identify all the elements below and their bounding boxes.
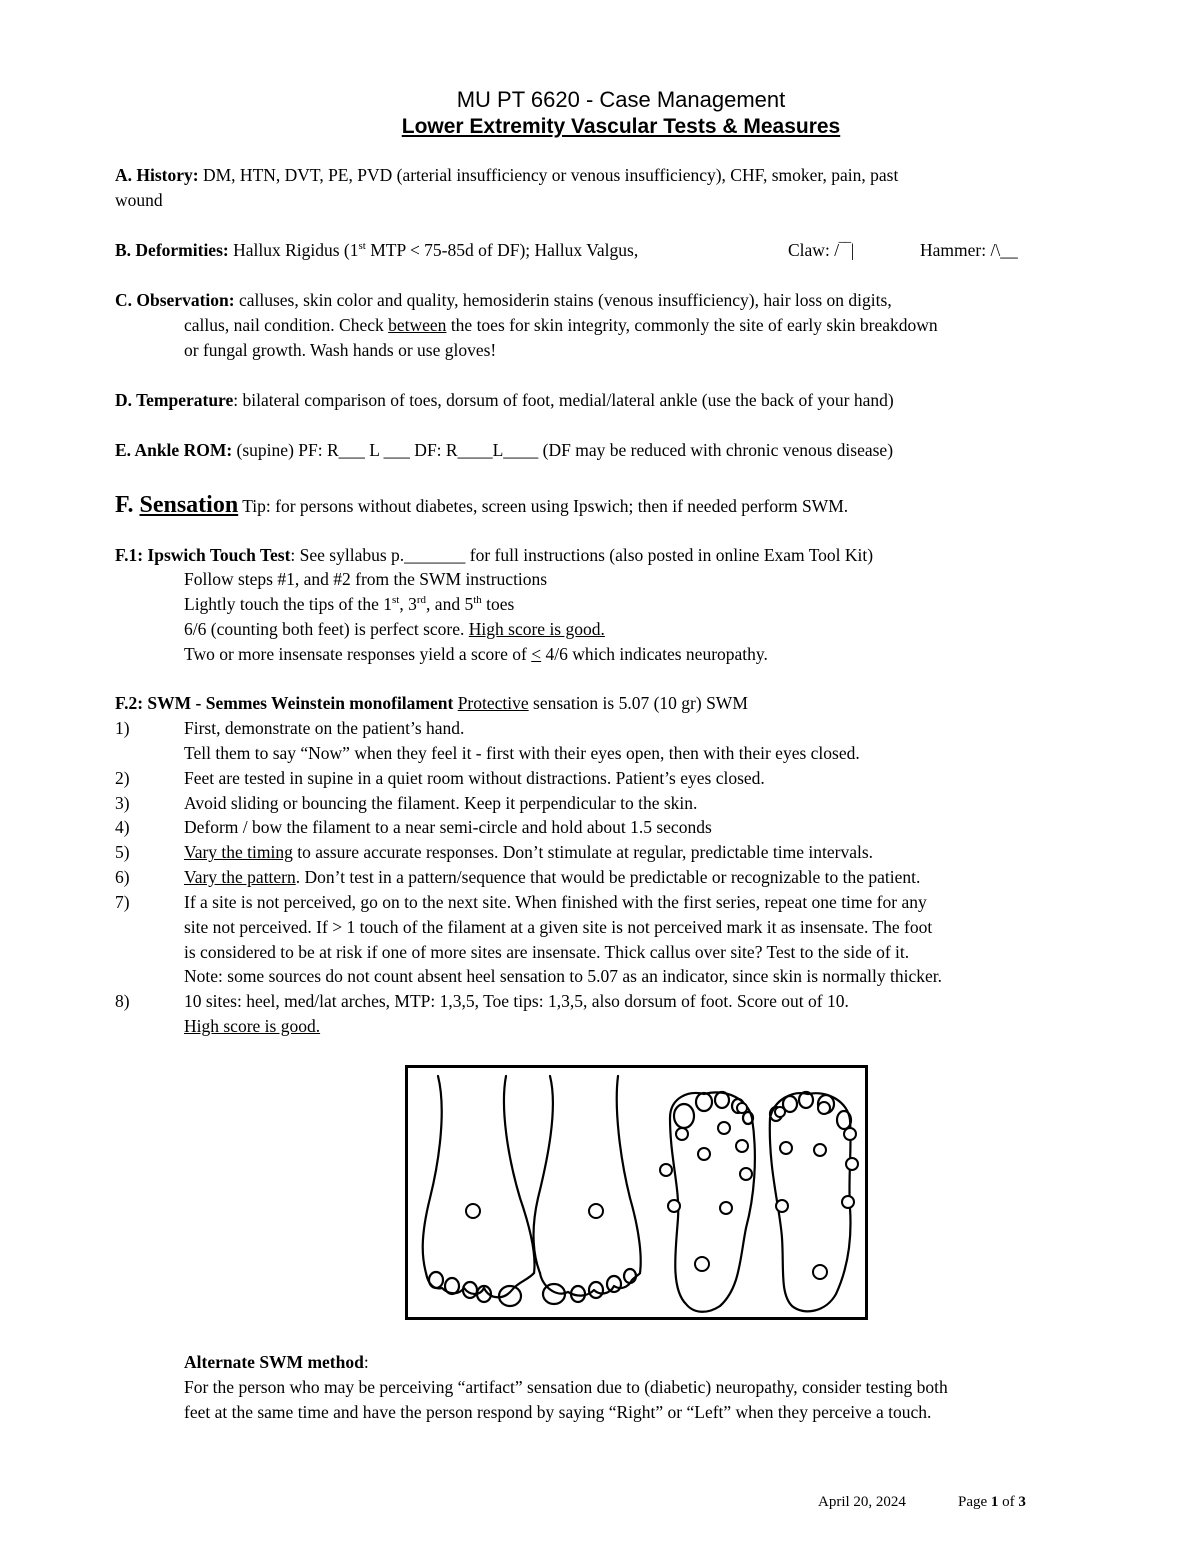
section-e: E. Ankle ROM: (supine) PF: R___ L ___ DF: R____L____ (DF may be reduced with chronic venous disease) (115, 440, 894, 460)
test-site-marker (737, 1103, 747, 1113)
f1-heading: F.1: Ipswich Touch Test: See syllabus p._______ for full instructions (also posted in online Exam Tool Kit) (115, 545, 874, 565)
section-a-line1: A. History: DM, HTN, DVT, PE, PVD (arterial insufficiency or venous insufficiency), CHF, smoker, pain, past (115, 165, 899, 185)
test-site-marker (844, 1128, 856, 1140)
f1-line2: Lightly touch the tips of the 1st, 3rd, and 5th toes (184, 594, 515, 614)
section-b-label: B. Deformities: (115, 240, 229, 260)
test-site-marker (466, 1204, 480, 1218)
alternate-line2: feet at the same time and have the person respond by saying “Right” or “Left” when they perceive a touch. (184, 1402, 932, 1422)
test-site-marker (818, 1102, 830, 1114)
claw-symbol: /‾‾| (834, 240, 855, 260)
section-f: F. Sensation Tip: for persons without diabetes, screen using Ipswich; then if needed perform SWM. (115, 492, 849, 518)
section-d-label: D. Temperature (115, 390, 234, 410)
test-site-marker (698, 1148, 710, 1160)
hammer-deformity: Hammer: /\__ (920, 240, 1018, 260)
f2-label: F.2: SWM - Semmes Weinstein monofilament (115, 693, 454, 713)
section-b: B. Deformities: Hallux Rigidus (1st MTP < 75-85d of DF); Hallux Valgus, (115, 240, 639, 260)
list-item: Tell them to say “Now” when they feel it - first with their eyes open, then with their eyes closed. (184, 742, 860, 763)
alternate-line1: For the person who may be perceiving “artifact” sensation due to (diabetic) neuropathy, consider testing both (184, 1377, 948, 1397)
hammer-symbol: /\__ (990, 240, 1018, 260)
section-c-line2: callus, nail condition. Check between the toes for skin integrity, commonly the site of early skin breakdown (184, 315, 938, 335)
test-site-marker (842, 1196, 854, 1208)
sensation-heading: Sensation (139, 492, 239, 518)
test-site-marker (775, 1107, 785, 1117)
list-item: site not perceived. If > 1 touch of the filament at a given site is not perceived mark it as insensate. The foot (184, 916, 933, 937)
section-d: D. Temperature: bilateral comparison of toes, dorsum of foot, medial/lateral ankle (use the back of your hand) (115, 390, 894, 410)
dorsal-foot-left-outline (423, 1076, 442, 1273)
list-item: 7) If a site is not perceived, go on to the next site. When finished with the first series, repeat one time for any (115, 891, 927, 912)
f2-heading: F.2: SWM - Semmes Weinstein monofilament Protective sensation is 5.07 (10 gr) SWM (115, 693, 748, 713)
f1-line4: Two or more insensate responses yield a score of < 4/6 which indicates neuropathy. (184, 644, 768, 664)
test-site-marker (740, 1168, 752, 1180)
f1-line1: Follow steps #1, and #2 from the SWM instructions (184, 569, 548, 589)
claw-deformity: Claw: /‾‾| (788, 240, 855, 260)
section-a-label: A. History: (115, 165, 199, 185)
footer-page-number: Page 1 of 3 (958, 1494, 1026, 1510)
swm-steps-list (115, 716, 942, 1039)
list-item: 8) 10 sites: heel, med/lat arches, MTP: 1,3,5, Toe tips: 1,3,5, also dorsum of foot. Score out of 10. (115, 991, 849, 1012)
test-site-marker (589, 1204, 603, 1218)
test-site-marker (813, 1265, 827, 1279)
section-c-line3: or fungal growth. Wash hands or use gloves! (184, 340, 497, 360)
document-title: Lower Extremity Vascular Tests & Measures (401, 115, 841, 138)
plantar-foot-left-outline (670, 1092, 755, 1311)
footer-date: April 20, 2024 (818, 1494, 906, 1510)
test-site-marker (676, 1128, 688, 1140)
alternate-method-heading: Alternate SWM method: (184, 1352, 369, 1372)
test-site-marker (720, 1202, 732, 1214)
f1-line3: 6/6 (counting both feet) is perfect score. High score is good. (184, 619, 605, 639)
test-site-marker (780, 1142, 792, 1154)
f1-label: F.1: Ipswich Touch Test (115, 545, 291, 565)
test-site-marker (776, 1200, 788, 1212)
section-e-label: E. Ankle ROM: (115, 440, 233, 460)
section-a-line2: wound (115, 190, 163, 210)
list-item: Note: some sources do not count absent heel sensation to 5.07 as an indicator, since skin is normally thicker. (184, 966, 942, 987)
test-site-marker (814, 1144, 826, 1156)
test-site-marker (695, 1257, 709, 1271)
list-item: 1) First, demonstrate on the patient’s hand. (115, 718, 465, 738)
course-title: MU PT 6620 - Case Management (456, 87, 786, 112)
test-site-marker (846, 1158, 858, 1170)
test-site-marker (668, 1200, 680, 1212)
dorsal-foot-right-outline (534, 1076, 553, 1273)
list-item: 4) Deform / bow the filament to a near semi-circle and hold about 1.5 seconds (115, 817, 712, 838)
foot-sites-illustration (408, 1068, 865, 1317)
list-item: 2) Feet are tested in supine in a quiet room without distractions. Patient’s eyes closed. (115, 767, 765, 788)
test-site-marker (718, 1122, 730, 1134)
list-item: 5) Vary the timing to assure accurate responses. Don’t stimulate at regular, predictable time intervals. (115, 842, 874, 863)
list-item: 3) Avoid sliding or bouncing the filament. Keep it perpendicular to the skin. (115, 792, 698, 813)
section-c-label: C. Observation: (115, 290, 235, 310)
foot-test-sites-diagram (405, 1065, 868, 1320)
list-item: 6) Vary the pattern. Don’t test in a pattern/sequence that would be predictable or recognizable to the patient. (115, 867, 921, 888)
test-site-marker (736, 1140, 748, 1152)
section-c-line1: C. Observation: calluses, skin color and quality, hemosiderin stains (venous insufficiency), hair loss on digits, (115, 290, 892, 310)
test-site-marker (660, 1164, 672, 1176)
list-item: High score is good. (184, 1016, 321, 1037)
list-item: is considered to be at risk if one of more sites are insensate. Thick callus over site? Test to the side of it. (184, 941, 910, 962)
